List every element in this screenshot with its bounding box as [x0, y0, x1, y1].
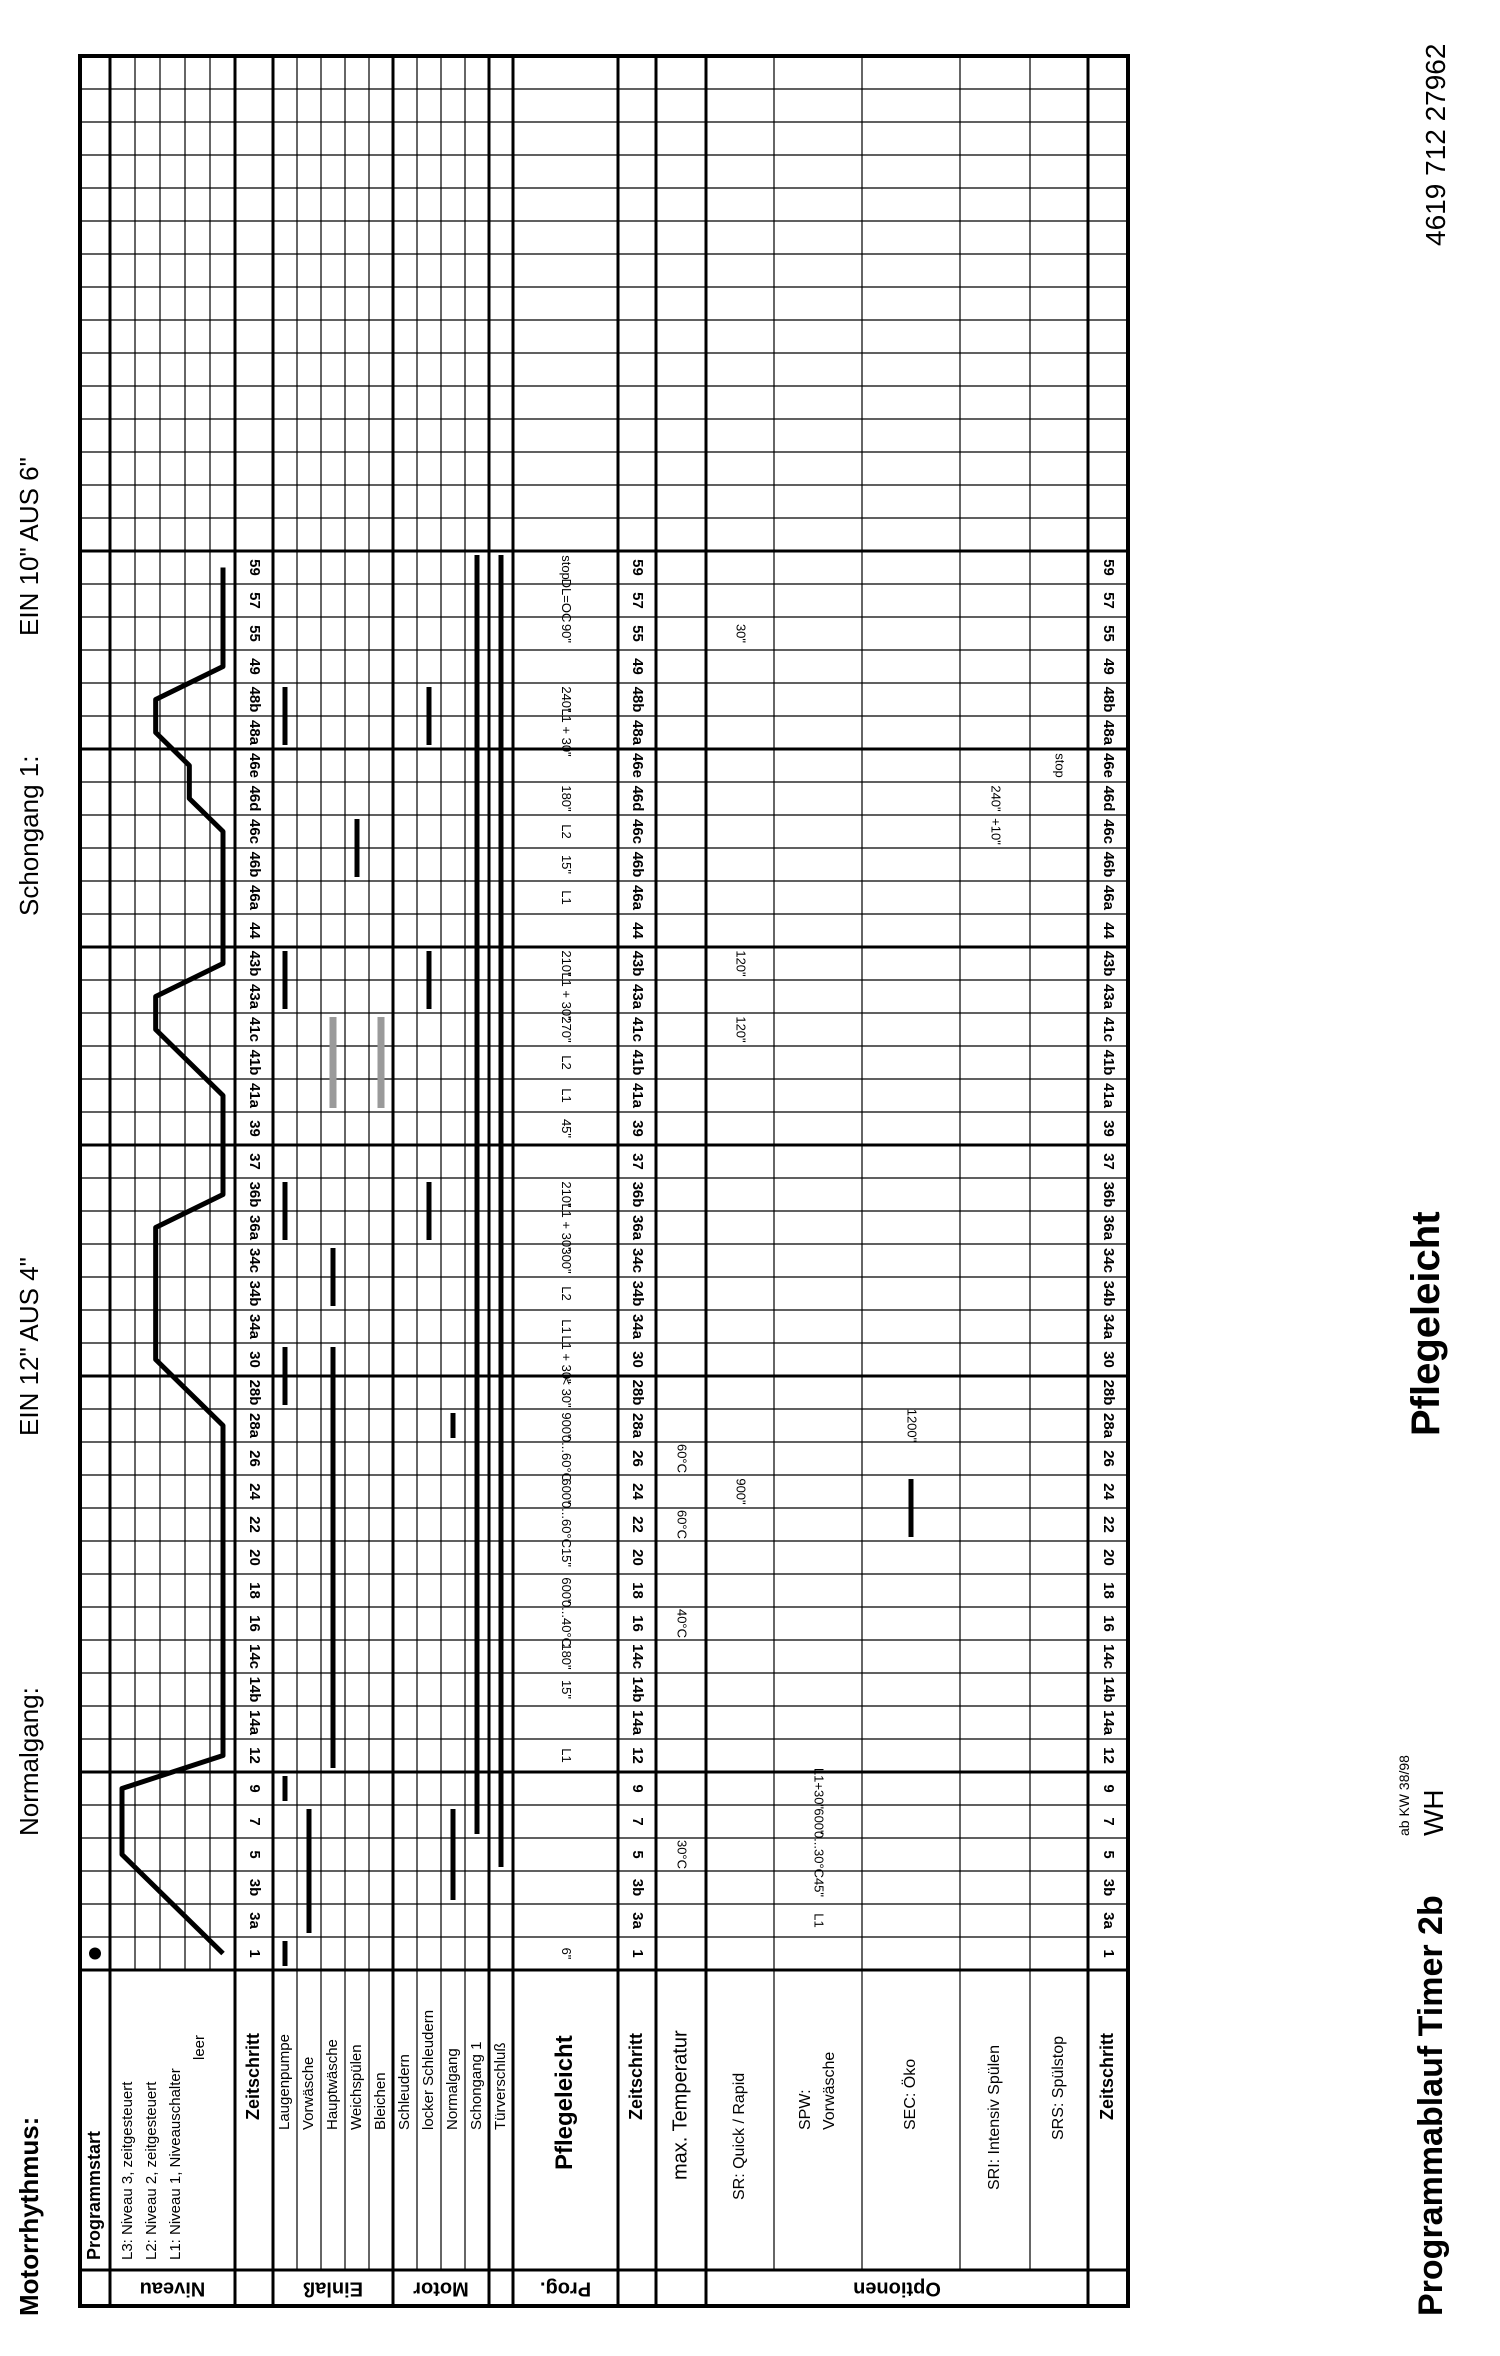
row-label-l1: L1: Niveau 1, Niveauschalter: [166, 2068, 184, 2260]
step-number-41a: 41a: [629, 1082, 647, 1109]
step-number-16: 16: [246, 1615, 264, 1632]
step-number-48b: 48b: [246, 686, 264, 713]
pflegeleicht-value-41a: L1: [559, 1088, 575, 1103]
step-number-24: 24: [1100, 1483, 1118, 1500]
step-number-14c: 14c: [1100, 1643, 1118, 1670]
step-number-36a: 36a: [629, 1214, 647, 1241]
step-number-55: 55: [1100, 625, 1118, 642]
since-label: ab KW 38/98: [1396, 1755, 1412, 1836]
step-number-46d: 46d: [1100, 785, 1118, 812]
step-number-39: 39: [246, 1120, 264, 1137]
pflegeleicht-value-28a: 900": [559, 1412, 575, 1439]
step-number-46b: 46b: [629, 851, 647, 878]
row-label-weichspuelen: Weichspülen: [347, 2044, 365, 2130]
row-label-leer: leer: [190, 2034, 208, 2060]
row-label-bleichen: Bleichen: [371, 2072, 389, 2130]
step-number-28a: 28a: [629, 1412, 647, 1439]
step-number-28b: 28b: [246, 1379, 264, 1406]
row-label-zeitschritt: Zeitschritt: [625, 2032, 646, 2120]
step-number-41b: 41b: [629, 1049, 647, 1076]
pflegeleicht-value-1: 6": [559, 1947, 575, 1960]
step-number-20: 20: [629, 1549, 647, 1566]
step-number-55: 55: [246, 625, 264, 642]
step-number-9: 9: [1100, 1784, 1118, 1793]
group-niveau: Niveau: [139, 2277, 206, 2300]
step-number-43b: 43b: [246, 950, 264, 977]
step-number-48b: 48b: [629, 686, 647, 713]
step-number-30: 30: [1100, 1351, 1118, 1368]
step-number-36a: 36a: [1100, 1214, 1118, 1241]
row-label-normalgang: Normalgang: [443, 2048, 461, 2130]
step-number-49: 49: [246, 658, 264, 675]
row-label-l2: L2: Niveau 2, zeitgesteuert: [142, 2081, 160, 2260]
step-number-41c: 41c: [1100, 1016, 1118, 1043]
step-number-34c: 34c: [1100, 1247, 1118, 1274]
step-number-43a: 43a: [1100, 983, 1118, 1010]
step-number-46d: 46d: [629, 785, 647, 812]
step-number-49: 49: [629, 658, 647, 675]
step-number-3a: 3a: [1100, 1912, 1118, 1929]
row-label-spw: SPW:: [797, 2089, 815, 2130]
pflegeleicht-value-46d: 180": [559, 785, 575, 812]
pflegeleicht-value-39: 45": [559, 1118, 575, 1139]
step-number-5: 5: [1100, 1850, 1118, 1859]
pflegeleicht-value-12: L1: [559, 1748, 575, 1763]
step-number-48a: 48a: [246, 719, 264, 746]
pflegeleicht-value-18: 600": [559, 1577, 575, 1604]
step-number-57: 57: [629, 592, 647, 609]
pflegeleicht-value-16: 0...40°C: [559, 1599, 575, 1648]
row-label-sri: SRI: Intensiv Spülen: [986, 2045, 1004, 2190]
step-number-46b: 46b: [246, 851, 264, 878]
pflegeleicht-value-14b: 15": [559, 1679, 575, 1700]
step-number-44: 44: [629, 922, 647, 939]
step-number-36b: 36b: [246, 1181, 264, 1208]
step-number-26: 26: [1100, 1450, 1118, 1467]
step-number-14b: 14b: [629, 1676, 647, 1703]
step-number-34b: 34b: [629, 1280, 647, 1307]
pflegeleicht-value-46b: 15": [559, 854, 575, 875]
step-number-22: 22: [629, 1516, 647, 1533]
step-number-48a: 48a: [1100, 719, 1118, 746]
pflegeleicht-value-43b: 210": [559, 950, 575, 977]
step-number-34b: 34b: [1100, 1280, 1118, 1307]
row-label-locker: locker Schleudern: [419, 2009, 437, 2130]
step-number-59: 59: [246, 559, 264, 576]
step-number-16: 16: [1100, 1615, 1118, 1632]
spw-value-5: 0...30°C: [811, 1830, 827, 1879]
pflegeleicht-value-24: 600": [559, 1478, 575, 1505]
step-number-3a: 3a: [629, 1912, 647, 1929]
step-number-28a: 28a: [1100, 1412, 1118, 1439]
step-number-26: 26: [246, 1450, 264, 1467]
step-number-36b: 36b: [1100, 1181, 1118, 1208]
step-number-41b: 41b: [1100, 1049, 1118, 1076]
step-number-34c: 34c: [629, 1247, 647, 1274]
variant-label: WH: [1418, 1789, 1449, 1836]
step-number-16: 16: [629, 1615, 647, 1632]
step-number-37: 37: [1100, 1153, 1118, 1170]
step-number-14c: 14c: [246, 1643, 264, 1670]
group-einlass: Einlaß: [302, 2277, 364, 2300]
step-number-1: 1: [1100, 1949, 1118, 1958]
step-number-46a: 46a: [246, 884, 264, 911]
step-number-3a: 3a: [246, 1912, 264, 1929]
sr-value-24: 900": [733, 1478, 749, 1505]
step-number-24: 24: [629, 1483, 647, 1500]
pflegeleicht-value-46a: L1: [559, 890, 575, 905]
step-number-30: 30: [246, 1351, 264, 1368]
document-number: 4619 712 27962: [1420, 43, 1451, 246]
row-label-schleudern: Schleudern: [395, 2054, 413, 2130]
step-number-41a: 41a: [1100, 1082, 1118, 1109]
pflegeleicht-value-30: L1 + 30": [559, 1335, 575, 1384]
step-number-22: 22: [246, 1516, 264, 1533]
step-number-46e: 46e: [629, 752, 647, 779]
row-label-sec: SEC: Öko: [902, 2058, 920, 2130]
step-number-12: 12: [629, 1747, 647, 1764]
step-number-12: 12: [246, 1747, 264, 1764]
row-label-sr: SR: Quick / Rapid: [731, 2072, 749, 2200]
row-label-srs: SRS: Spülstop: [1050, 2035, 1068, 2140]
row-label-vorwaesche: Vorwäsche: [299, 2056, 317, 2130]
row-label-laugenpumpe: Laugenpumpe: [275, 2034, 293, 2130]
step-number-46b: 46b: [1100, 851, 1118, 878]
step-number-46d: 46d: [246, 785, 264, 812]
niveau-curve: [122, 568, 223, 1954]
step-number-46e: 46e: [1100, 752, 1118, 779]
footer-schon-label: Schongang 1:: [14, 755, 44, 916]
row-label-zeitschritt: Zeitschritt: [242, 2032, 263, 2120]
step-number-14a: 14a: [629, 1709, 647, 1736]
step-number-3b: 3b: [1100, 1878, 1118, 1897]
step-number-7: 7: [629, 1817, 647, 1826]
footer-normal-value: EIN 12" AUS 4": [14, 1257, 44, 1436]
step-number-59: 59: [1100, 559, 1118, 576]
step-number-30: 30: [629, 1351, 647, 1368]
srs-value-46e: stop: [1052, 753, 1068, 778]
row-label-maxtemp: max. Temperatur: [669, 2030, 692, 2180]
step-number-46e: 46e: [246, 752, 264, 779]
step-number-9: 9: [246, 1784, 264, 1793]
spw-value-3b: 45": [811, 1877, 827, 1898]
row-label-schongang: Schongang 1: [467, 2041, 485, 2130]
step-number-12: 12: [1100, 1747, 1118, 1764]
row-label-pflegeleicht: Pflegeleicht: [550, 2035, 578, 2170]
pflegeleicht-value-26: 0...60°C: [559, 1434, 575, 1483]
group-motor: Motor: [413, 2277, 469, 2300]
step-number-34a: 34a: [629, 1313, 647, 1340]
pflegeleicht-value-55: 90": [559, 623, 575, 644]
step-number-28a: 28a: [246, 1412, 264, 1439]
pflegeleicht-value-36b: 210": [559, 1181, 575, 1208]
step-number-14a: 14a: [1100, 1709, 1118, 1736]
step-number-44: 44: [1100, 922, 1118, 939]
sr-value-41c: 120": [733, 1016, 749, 1043]
document-title: Programmablauf Timer 2b: [1412, 1895, 1450, 2316]
spw-value-3a: L1: [811, 1913, 827, 1928]
step-number-36a: 36a: [246, 1214, 264, 1241]
row-label-l3: L3: Niveau 3, zeitgesteuert: [118, 2081, 136, 2260]
step-number-48a: 48a: [629, 719, 647, 746]
step-number-36b: 36b: [629, 1181, 647, 1208]
pflegeleicht-value-28b: < 30": [559, 1377, 575, 1408]
pflegeleicht-value-34a: L1: [559, 1319, 575, 1334]
programmstart-dot: [89, 1948, 101, 1960]
step-number-37: 37: [246, 1153, 264, 1170]
step-number-34c: 34c: [246, 1247, 264, 1274]
maxtemp-value-16: 40°C: [674, 1608, 690, 1639]
step-number-28b: 28b: [629, 1379, 647, 1406]
step-number-18: 18: [629, 1582, 647, 1599]
step-number-34a: 34a: [246, 1313, 264, 1340]
step-number-1: 1: [246, 1949, 264, 1958]
pflegeleicht-value-34c: 300": [559, 1247, 575, 1274]
step-number-18: 18: [1100, 1582, 1118, 1599]
step-number-3b: 3b: [629, 1878, 647, 1897]
step-number-37: 37: [629, 1153, 647, 1170]
step-number-46a: 46a: [1100, 884, 1118, 911]
pflegeleicht-value-46c: L2: [559, 824, 575, 839]
step-number-39: 39: [1100, 1120, 1118, 1137]
step-number-9: 9: [629, 1784, 647, 1793]
step-number-48b: 48b: [1100, 686, 1118, 713]
step-number-14b: 14b: [246, 1676, 264, 1703]
step-number-1: 1: [629, 1949, 647, 1958]
program-name: Pflegeleicht: [1404, 1211, 1448, 1436]
pflegeleicht-value-59: stop: [559, 555, 575, 580]
footer-normal-label: Normalgang:: [14, 1687, 44, 1836]
step-number-28b: 28b: [1100, 1379, 1118, 1406]
pflegeleicht-value-20: 15": [559, 1547, 575, 1568]
sec-value-28a: 1200": [904, 1408, 920, 1443]
row-label-tuerverschluss: Türverschluß: [491, 2042, 509, 2130]
step-number-43a: 43a: [629, 983, 647, 1010]
pflegeleicht-value-41b: L2: [559, 1055, 575, 1070]
pflegeleicht-value-48b: 240": [559, 686, 575, 713]
step-number-46a: 46a: [629, 884, 647, 911]
pflegeleicht-value-36a: L1 + 30": [559, 1203, 575, 1252]
step-number-43b: 43b: [629, 950, 647, 977]
step-number-5: 5: [246, 1850, 264, 1859]
row-label-programmstart: Programmstart: [83, 2130, 104, 2260]
spw-value-7: 600": [811, 1808, 827, 1835]
row-label-zeitschritt: Zeitschritt: [1096, 2032, 1117, 2120]
footer-schon-value: EIN 10" AUS 6": [14, 457, 44, 636]
sr-value-43b: 120": [733, 950, 749, 977]
step-number-22: 22: [1100, 1516, 1118, 1533]
step-number-26: 26: [629, 1450, 647, 1467]
group-prog: Prog.: [539, 2277, 592, 2300]
sri-value-46c: +10": [988, 818, 1004, 845]
step-number-46c: 46c: [246, 818, 264, 845]
step-number-3b: 3b: [246, 1878, 264, 1897]
spw-value-9: L1+30": [811, 1767, 827, 1810]
pflegeleicht-value-48a: L1 + 30": [559, 708, 575, 757]
step-number-41c: 41c: [629, 1016, 647, 1043]
step-number-14b: 14b: [1100, 1676, 1118, 1703]
step-number-34a: 34a: [1100, 1313, 1118, 1340]
step-number-57: 57: [246, 592, 264, 609]
pflegeleicht-value-22: 0...60°C: [559, 1500, 575, 1549]
step-number-41c: 41c: [246, 1016, 264, 1043]
step-number-7: 7: [1100, 1817, 1118, 1826]
pflegeleicht-value-14c: 180": [559, 1643, 575, 1670]
step-number-7: 7: [246, 1817, 264, 1826]
step-number-5: 5: [629, 1850, 647, 1859]
step-number-46c: 46c: [1100, 818, 1118, 845]
footer-motor-label: Motorrhythmus:: [14, 2116, 44, 2316]
pflegeleicht-value-41c: 270": [559, 1016, 575, 1043]
maxtemp-value-22: 60°C: [674, 1509, 690, 1540]
step-number-59: 59: [629, 559, 647, 576]
step-number-41a: 41a: [246, 1082, 264, 1109]
step-number-20: 20: [1100, 1549, 1118, 1566]
step-number-41b: 41b: [246, 1049, 264, 1076]
step-number-14c: 14c: [629, 1643, 647, 1670]
sr-value-55: 30": [733, 623, 749, 644]
step-number-20: 20: [246, 1549, 264, 1566]
step-number-44: 44: [246, 922, 264, 939]
maxtemp-value-5: 30°C: [674, 1839, 690, 1870]
pflegeleicht-value-57: DL=OC: [559, 578, 575, 623]
row-label-spw-vorwaesche: Vorwäsche: [821, 2051, 839, 2130]
step-number-34b: 34b: [246, 1280, 264, 1307]
step-number-46c: 46c: [629, 818, 647, 845]
step-number-14a: 14a: [246, 1709, 264, 1736]
step-number-43a: 43a: [246, 983, 264, 1010]
step-number-43b: 43b: [1100, 950, 1118, 977]
pflegeleicht-value-43a: L1 + 30": [559, 972, 575, 1021]
step-number-57: 57: [1100, 592, 1118, 609]
maxtemp-value-26: 60°C: [674, 1443, 690, 1474]
step-number-24: 24: [246, 1483, 264, 1500]
step-number-49: 49: [1100, 658, 1118, 675]
step-number-39: 39: [629, 1120, 647, 1137]
step-number-55: 55: [629, 625, 647, 642]
group-optionen: Optionen: [853, 2277, 941, 2300]
sri-value-46d: 240": [988, 785, 1004, 812]
step-number-18: 18: [246, 1582, 264, 1599]
row-label-hauptwaesche: Hauptwäsche: [323, 2039, 341, 2130]
pflegeleicht-value-34b: L2: [559, 1286, 575, 1301]
